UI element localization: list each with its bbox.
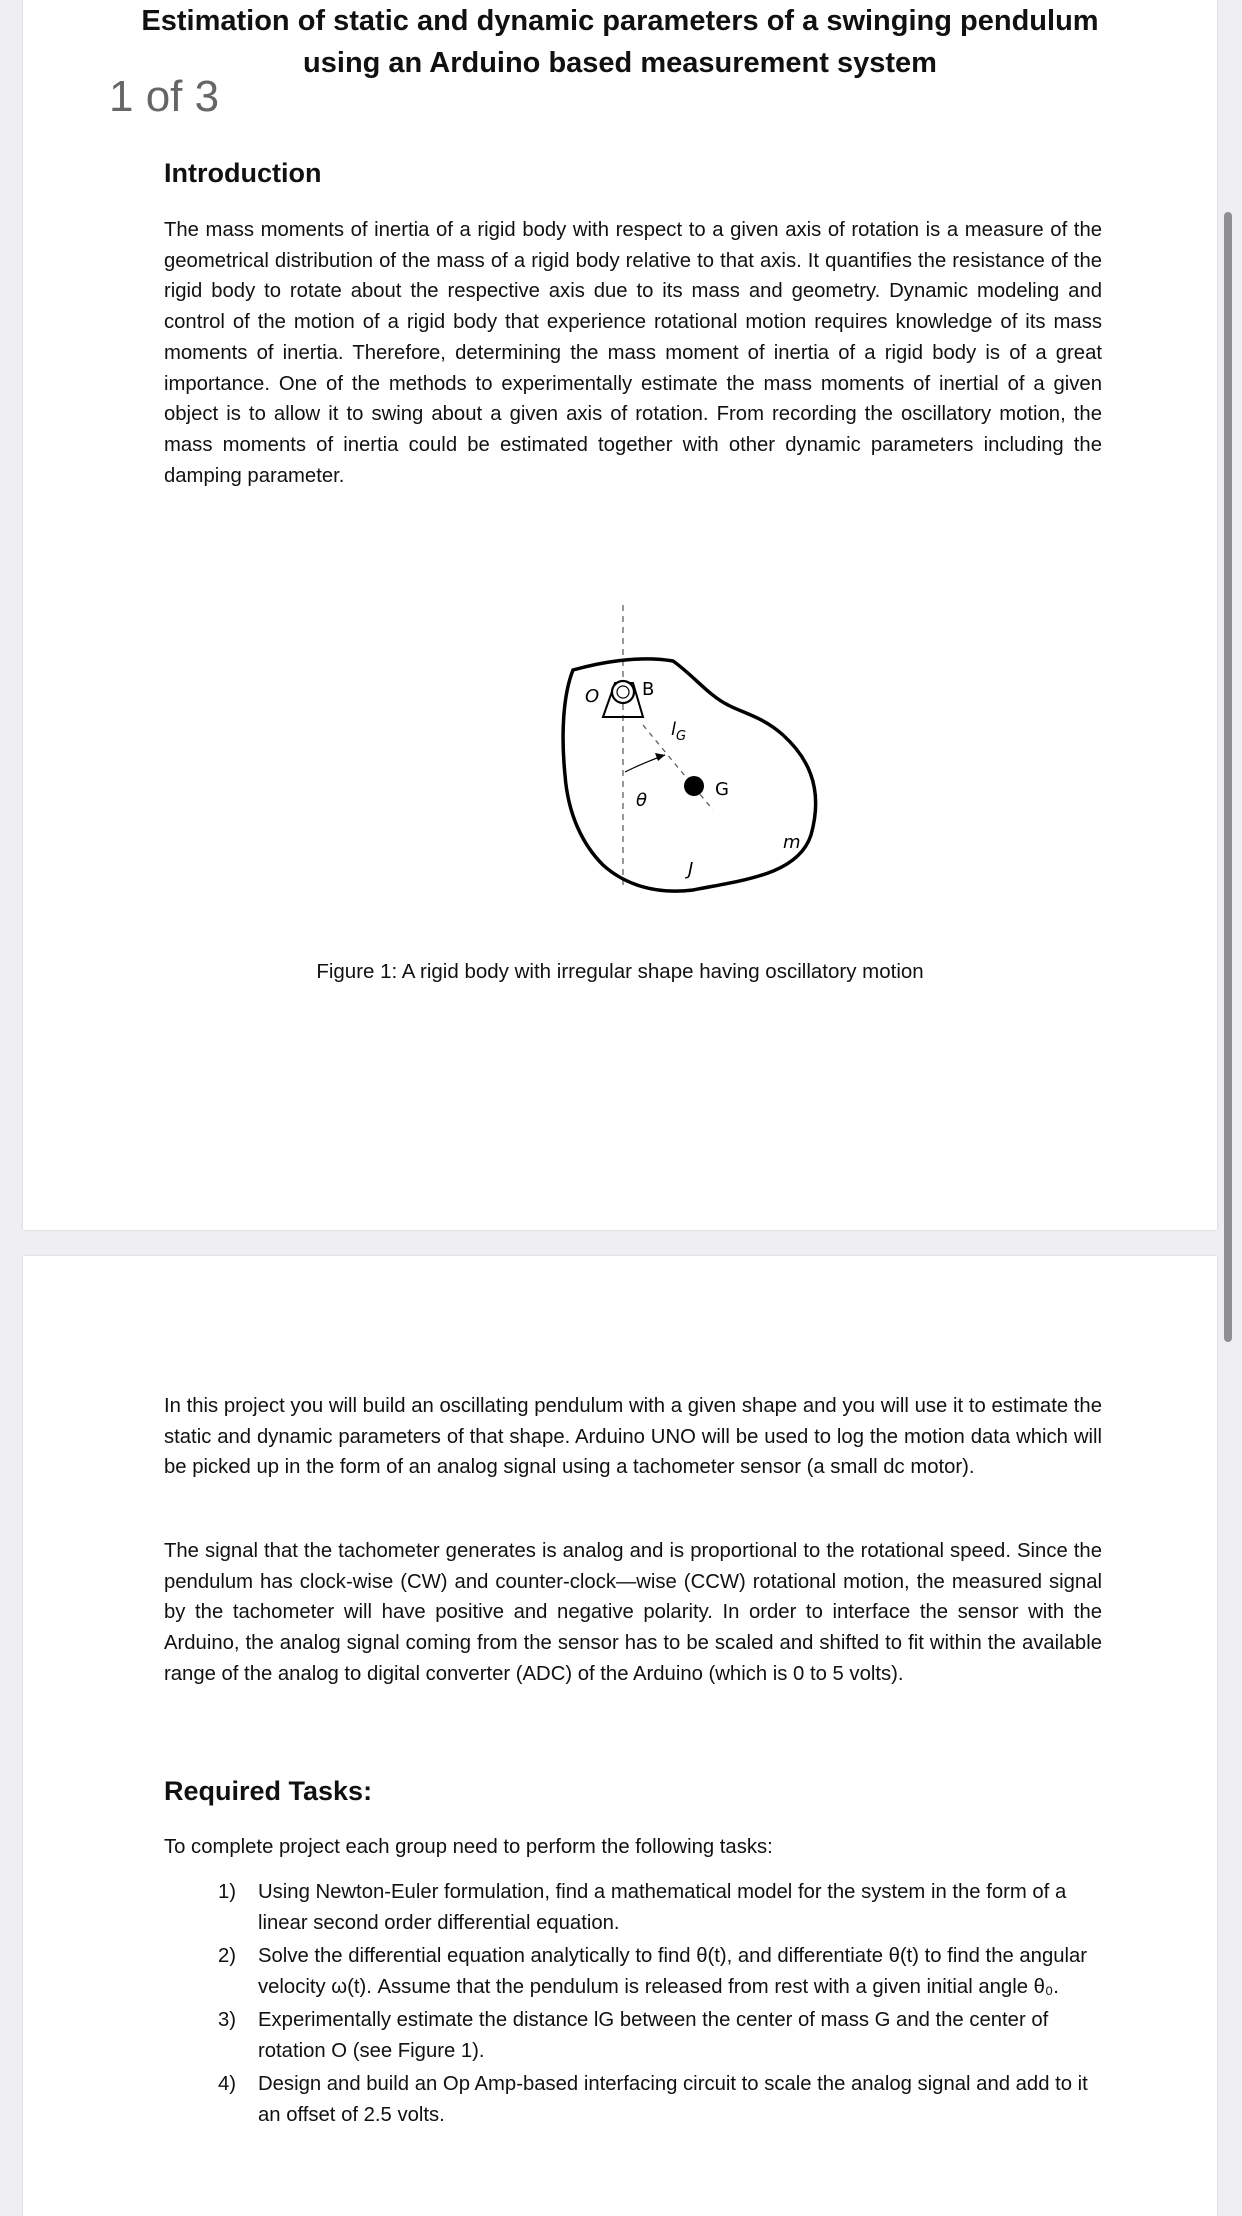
title-line-1: Estimation of static and dynamic parameters of a swinging pendulum [141,5,1099,37]
list-item [198,1941,1108,2003]
label-lg-main: l [671,719,677,740]
label-m: m [783,832,801,853]
list-item [198,2069,1108,2131]
rigid-body-outline [563,659,816,891]
project-paragraph: In this project you will build an oscillating pendulum with a given shape and you will use it to estimate the static and dynamic parameters of that shape. Arduino UNO will be used to log the motion data which will be picked up in the form of an analog signal using a tachometer sensor (a small dc motor). [164,1395,1102,1479]
pendulum-figure [543,595,843,905]
task-list [198,1877,1108,2133]
list-item [198,1877,1108,1939]
tasks-heading: Required Tasks: [164,1776,373,1806]
introduction-heading: Introduction [164,158,322,188]
theta-arrowhead [655,753,665,761]
label-lg [671,719,686,744]
task-text: Using Newton-Euler formulation, find a mathematical model for the system in the form of a linear second order differential equation. [258,1881,1067,1934]
task-number: 3) [218,2009,237,2031]
label-lg-sub: G [676,729,687,744]
center-of-mass-dot [684,776,704,796]
signal-paragraph: The signal that the tachometer generates is analog and is proportional to the rotational speed. Since the pendulum has clock-wise (CW) and counter-clock—wise (CCW) rotational motion, the measured signal by the tachometer will have positive and negative polarity. In order to interface the sensor with the Arduino, the analog signal coming from the sensor has to be scaled and shifted to fit within the available range of the analog to digital converter (ADC) of the Arduino (which is 0 to 5 volts). [164,1540,1102,1685]
task-number: 1) [218,1881,237,1903]
figure-caption: Figure 1: A rigid body with irregular shape having oscillatory motion [316,960,924,983]
introduction-paragraph: The mass moments of inertia of a rigid body with respect to a given axis of rotation is a measure of the geometrical distribution of the mass of a rigid body relative to that axis. It quantifies the resistance of the rigid body to rotate about the respective axis due to its mass and geometry. Dynamic modeling and control of the motion of a rigid body that experience rotational motion requires knowledge of its mass moments of inertia. Therefore, determining the mass moment of inertia of a rigid body is of a great importance. One of the methods to experimentally estimate the mass moments of inertial of a given object is to allow it to swing about a given axis of rotation. From recording the oscillatory motion, the mass moments of inertia could be estimated together with other dynamic parameters including the damping parameter. [164,219,1102,487]
label-o: O [585,686,600,707]
label-b: B [642,679,655,700]
document-page-2 [23,1256,1217,2216]
vertical-scrollbar[interactable] [1224,212,1232,1342]
pivot-circle [612,681,634,703]
page-counter: 1 of 3 [109,72,220,121]
label-g: G [715,779,729,800]
task-number: 4) [218,2073,237,2095]
tasks-intro: To complete project each group need to perform the following tasks: [164,1836,773,1858]
title-line-2: using an Arduino based measurement system [303,47,937,79]
task-text: Solve the differential equation analytically to find θ(t), and differentiate θ(t) to find the angular velocity ω(t). Assume that the pendulum is released from rest with a given initial angle θ₀. [258,1945,1088,1998]
label-theta: θ [636,790,648,811]
list-item [198,2005,1108,2067]
document-page-1 [23,0,1217,1230]
task-text: Design and build an Op Amp-based interfacing circuit to scale the analog signal and add to it an offset of 2.5 volts. [258,2073,1088,2126]
task-text: Experimentally estimate the distance lG between the center of mass G and the center of rotation O (see Figure 1). [258,2009,1049,2062]
task-number: 2) [218,1945,237,1967]
label-j: J [688,859,694,880]
